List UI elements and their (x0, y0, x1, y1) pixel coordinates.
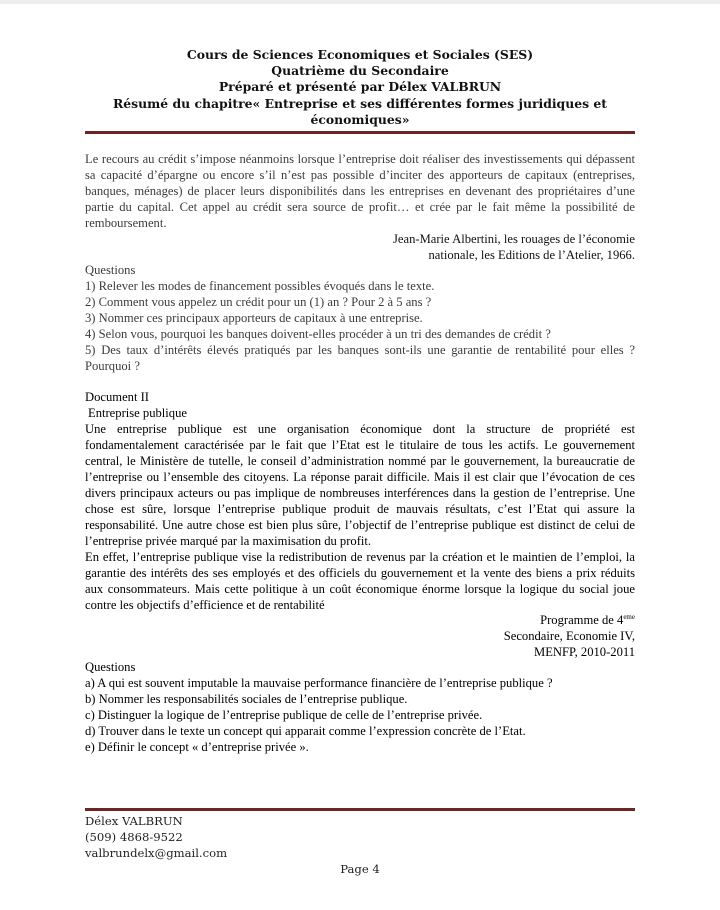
document2-subtitle: Entreprise publique (88, 406, 187, 420)
document2-source-line2: Secondaire, Economie IV, (503, 629, 635, 643)
source-superscript: eme (623, 613, 635, 621)
document2-source-line1 (85, 612, 635, 628)
source-program: Programme de 4 (540, 613, 624, 627)
footer-email: valbrundelx@gmail.com (85, 845, 228, 860)
question-item: 1) Relever les modes de financement possibles évoqués dans le texte. (85, 279, 435, 293)
question-item: e) Définir le concept « d’entreprise privée ». (85, 740, 309, 754)
document1-text: Le recours au crédit s’impose néanmoins lorsque l’entreprise doit réaliser des investissements qui dépassent sa capacité d’épargne ou encore s’il n’est pas possible d’inciter des apporteurs de capitaux (entreprises, banques, ménages) de placer leurs disponibilités dans les entreprises en devenant des propriétaires d’une partie du capital. Cet appel au crédit sera source de profit… et crée par le fait même la possibilité de remboursement. (85, 152, 635, 230)
document1-source-line1: Jean-Marie Albertini, les rouages de l’économie (393, 232, 635, 246)
viewer-top-bar (0, 0, 720, 4)
header-level: Quatrième du Secondaire (271, 63, 449, 79)
document1-source (85, 231, 635, 263)
page-header (85, 47, 635, 128)
question-item: 2) Comment vous appelez un crédit pour un (1) an ? Pour 2 à 5 ans ? (85, 295, 432, 309)
header-divider (85, 131, 635, 134)
footer-divider (85, 808, 635, 811)
questions-title: Questions (85, 660, 136, 674)
document2-questions (85, 659, 635, 755)
header-chapter-line1: Résumé du chapitre« Entreprise et ses différentes formes juridiques et (112, 95, 608, 111)
question-item: 4) Selon vous, pourquoi les banques doivent-elles procéder à un tri des demandes de crédit ? (85, 327, 551, 341)
question-item: a) A qui est souvent imputable la mauvaise performance financière de l’entreprise publique ? (85, 676, 553, 690)
footer-author: Délex VALBRUN (85, 814, 183, 828)
document2-source (85, 612, 635, 660)
document2-paragraph-2: En effet, l’entreprise publique vise la redistribution de revenus par la création et le maintien de l’emploi, la garantie des intérêts des ses employés et des officiels du gouvernement et la vente des biens a prix réduits aux consommateurs. Mais cette politique à un coût économique énorme lorsque la logique du social joue contre les objectifs d’efficience et de rentabilité (85, 550, 635, 612)
document2-title: Document II (85, 390, 149, 404)
questions-title: Questions (85, 263, 136, 277)
question-item: 3) Nommer ces principaux apporteurs de capitaux à une entreprise. (85, 311, 423, 325)
header-course-title: Cours de Sciences Economiques et Sociales (SES) (186, 47, 534, 62)
question-item: d) Trouver dans le texte un concept qui apparait comme l’expression concrète de l’Etat. (85, 724, 526, 738)
question-item: b) Nommer les responsabilités sociales de l’entreprise publique. (85, 692, 408, 706)
document2-paragraph-1: Une entreprise publique est une organisation économique dont la structure de propriété est fondamentalement caractérisée par le fait que l’Etat est le titulaire de tous les actifs. Le gouvernement central, le Ministère de tutelle, le conseil d’administration nommé par le gouvernement, la bureaucratie de l’entreprise ou l’ensemble des citoyens. La réponse parait difficile. Mais il est clair que l’évocation de ces divers principaux acteurs ou pas implique de nombreuses interférences dans la gestion de l’entreprise. Une chose est sûre, lorsque l’entreprise publique produit de mauvais résultats, c’est l’Etat qui assure la responsabilité. Une autre chose est bien plus sûre, l’objectif de l’entreprise publique est distinct de celui de l’entreprise privée marqué par la maximisation du profit. (85, 422, 635, 548)
header-author: Préparé et présenté par Délex VALBRUN (218, 79, 502, 95)
document1-questions (85, 262, 635, 374)
page-footer (85, 814, 635, 861)
header-chapter-line2: économiques» (310, 111, 410, 127)
document1-source-line2: nationale, les Editions de l’Atelier, 1966. (428, 248, 635, 262)
question-item: 5) Des taux d’intérêts élevés pratiqués par les banques sont-ils une garantie de rentabilité pour elles ? Pourquoi ? (85, 343, 635, 373)
document2-source-line3: MENFP, 2010-2011 (534, 645, 635, 659)
document2 (85, 389, 635, 613)
document1-paragraph (85, 151, 635, 231)
page-number: Page 4 (340, 862, 380, 876)
footer-phone: (509) 4868-9522 (85, 829, 183, 844)
question-item: c) Distinguer la logique de l’entreprise publique de celle de l’entreprise privée. (85, 708, 483, 722)
